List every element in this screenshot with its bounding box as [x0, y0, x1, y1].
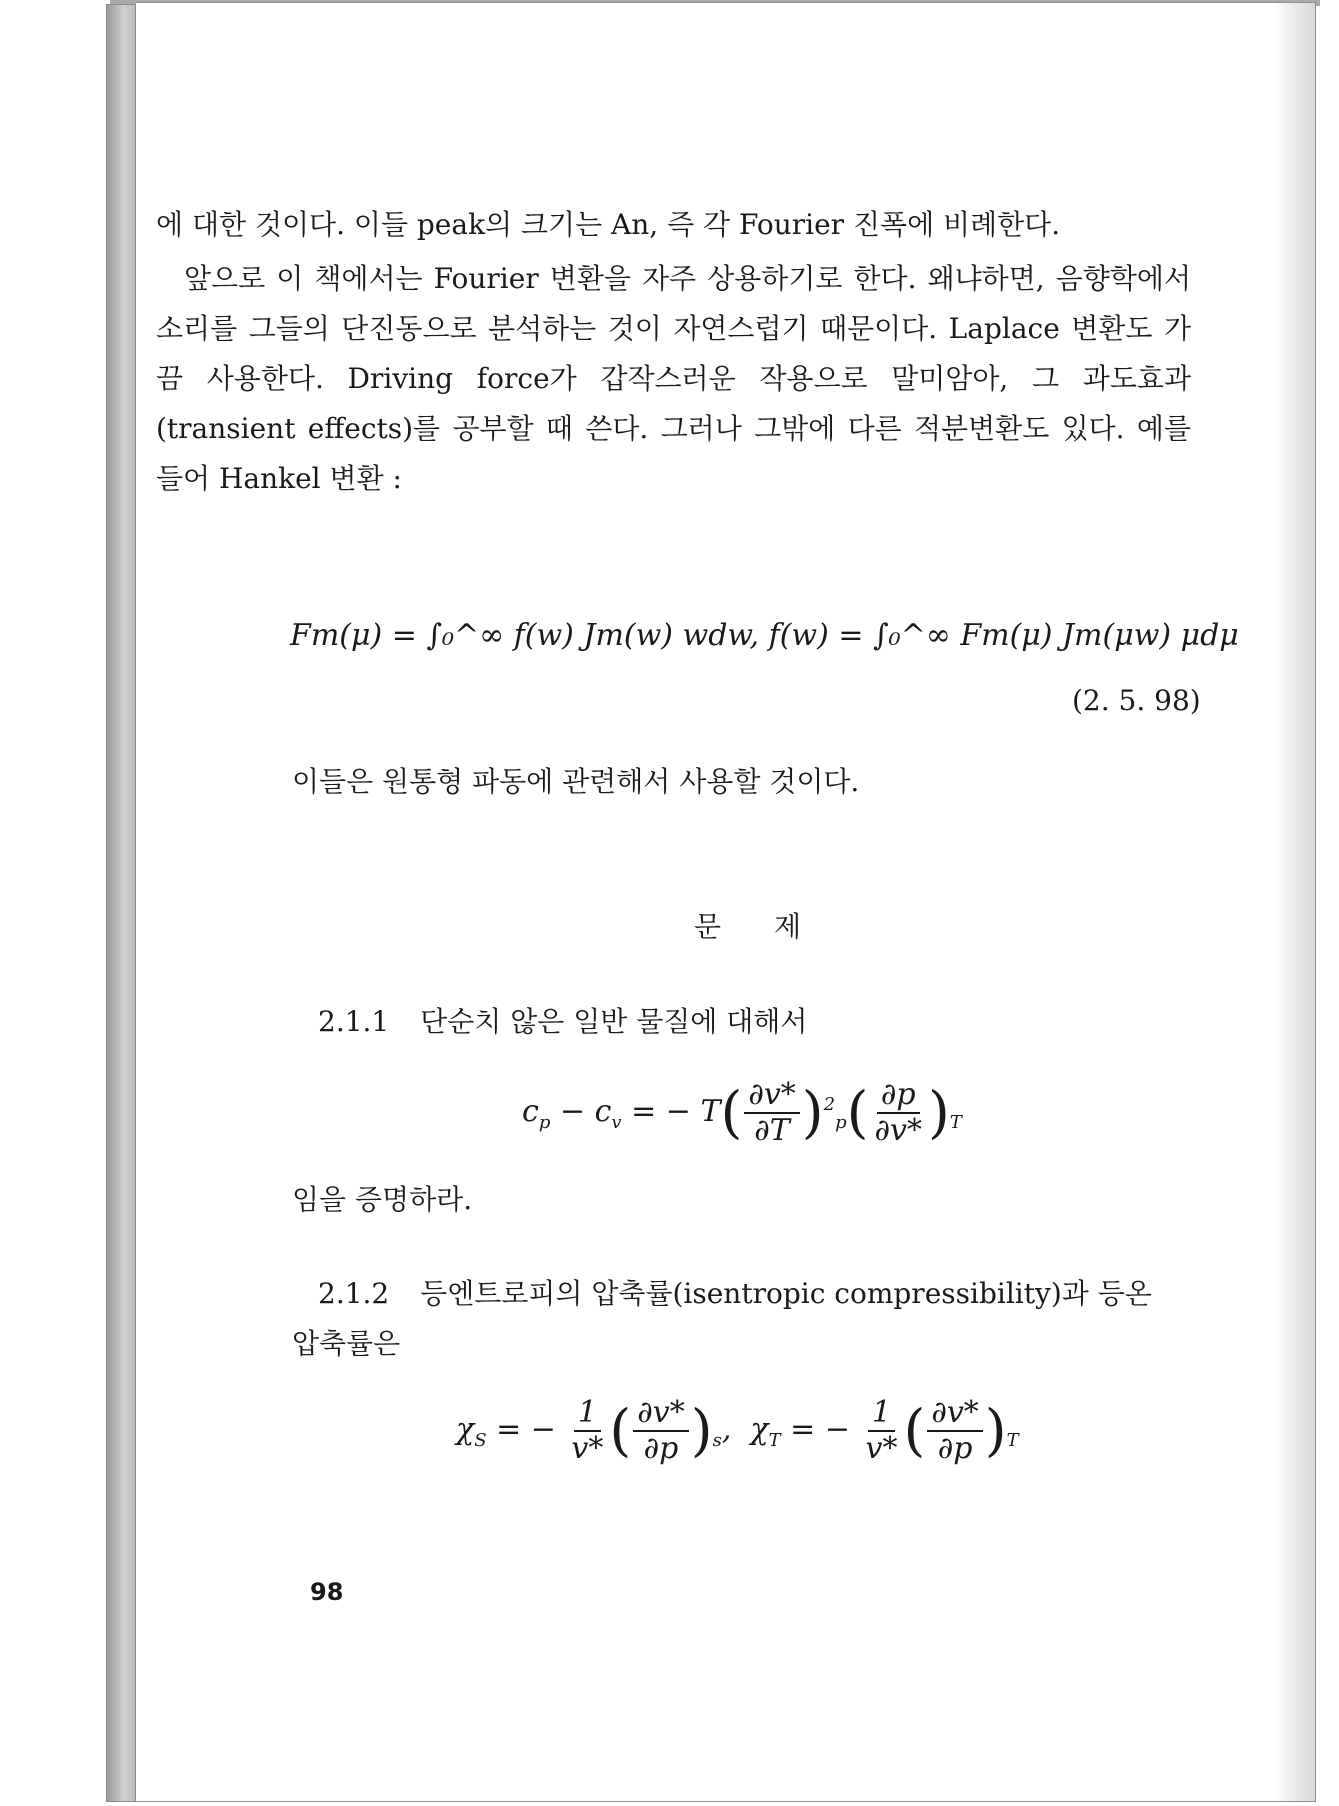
- problem-label: 2.1.1: [318, 1005, 390, 1038]
- problem-label: 2.1.2: [318, 1277, 390, 1310]
- page-edge-shadow: [1275, 3, 1315, 1801]
- page-number: 98: [310, 1578, 344, 1606]
- compressibility-equation: $\chi_S$ = − $\frac{1}{v*}$ ( $\frac{\partial v*}{\partial p}$ )$_s$, $\chi_T$ = − $\frac{1}{v*}$ ( $\frac{\partial v*}{\partial p}$ )$_T$: [456, 1395, 1019, 1466]
- problem-2-1-2: [318, 1272, 1152, 1312]
- equation-number: (2. 5. 98): [1072, 684, 1201, 717]
- problem-2-1-1: [318, 1000, 807, 1040]
- problem-text: 등엔트로피의 압축률(isentropic compressibility)과 등온: [420, 1277, 1152, 1310]
- problem-2-1-2-line2: 압축률은: [292, 1327, 401, 1360]
- body-text: [156, 200, 1191, 504]
- problem-text: 단순치 않은 일반 물질에 대해서: [420, 1005, 808, 1038]
- hankel-equation-text: Fm(μ) = ∫₀^∞ f(w) Jm(w) wdw, f(w) = ∫₀^∞ Fm(μ) Jm(μw) μdμ: [290, 618, 1239, 653]
- hankel-equation: [290, 618, 1239, 653]
- section-heading: 문 제: [694, 910, 823, 943]
- problem-conclusion: 임을 증명하라.: [292, 1183, 473, 1216]
- after-equation-text: 이들은 원통형 파동에 관련해서 사용할 것이다.: [292, 765, 860, 798]
- paragraph-2: 앞으로 이 책에서는 Fourier 변환을 자주 상용하기로 한다. 왜냐하면, 음향학에서 소리를 그들의 단진동으로 분석하는 것이 자연스럽기 때문이다. Laplace 변환도 가끔 사용한다. Driving force가 갑작스러운 작용으로 말미암아, 그 과도효과(transient effects)를 공부할 때 쓴다. 그러나 그밖에 다른 적분변환도 있다. 예를 들어 Hankel 변환 :: [156, 262, 1191, 495]
- heat-capacity-equation: $c_p - c_v$ = − T( $\frac{\partial v*}{\partial T}$ )$^2_p$( $\frac{\partial p}{\partial v*}$ )$_T$: [522, 1077, 962, 1148]
- paragraph-1: 에 대한 것이다. 이들 peak의 크기는 An, 즉 각 Fourier 진폭에 비례한다.: [156, 208, 1061, 241]
- book-spine: [106, 4, 136, 1802]
